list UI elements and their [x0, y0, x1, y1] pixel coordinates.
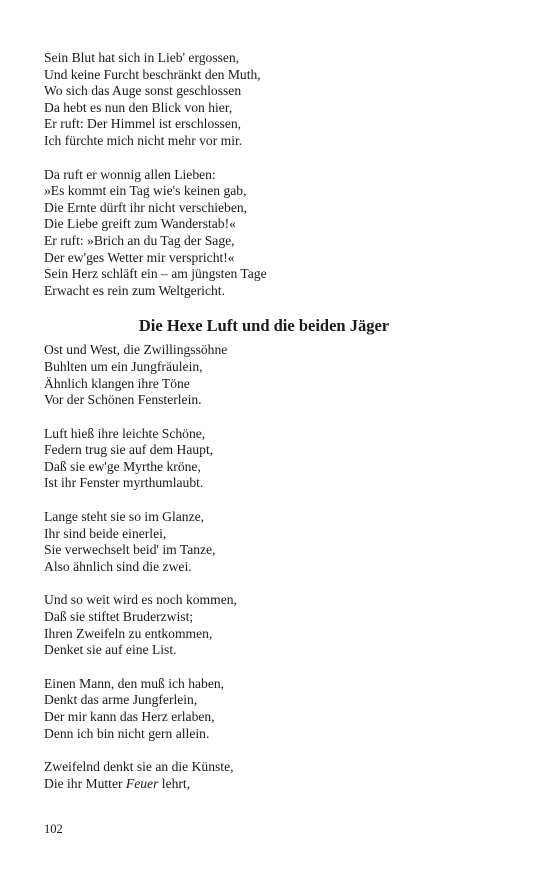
- verse-line: Der mir kann das Herz erlaben,: [44, 709, 215, 724]
- poem1-stanza-2: [44, 167, 504, 300]
- verse-line: Da hebt es nun den Blick von hier,: [44, 99, 233, 115]
- poem2-stanza-4: [44, 592, 504, 658]
- verse-line: Buhlten um ein Jungfräulein,: [44, 358, 203, 374]
- page-number: 102: [44, 822, 63, 836]
- verse-line: Die Liebe greift zum Wanderstab!«: [44, 216, 236, 232]
- poem2-stanza-2: [44, 426, 504, 492]
- verse-line: Luft hieß ihre leichte Schöne,: [44, 425, 206, 441]
- verse-text: Die ihr Mutter: [44, 775, 126, 791]
- verse-line: Sein Blut hat sich in Lieb' ergossen,: [44, 50, 240, 65]
- verse-line: Vor der Schönen Fensterlein.: [44, 392, 202, 408]
- verse-line: Und so weit wird es noch kommen,: [44, 592, 237, 608]
- verse-line: [44, 776, 504, 793]
- poem1-stanza-1: [44, 50, 504, 150]
- verse-line: Zweifelnd denkt sie an die Künste,: [44, 759, 234, 775]
- verse-line: Die Ernte dürft ihr nicht verschieben,: [44, 199, 248, 215]
- verse-line: Und keine Furcht beschränkt den Muth,: [44, 66, 261, 82]
- verse-line: Ist ihr Fenster myrthumlaubt.: [44, 475, 204, 491]
- verse-line: Ähnlich klangen ihre Töne: [44, 375, 190, 391]
- verse-line: Erwacht es rein zum Weltgericht.: [44, 282, 225, 298]
- page-body: [44, 50, 504, 809]
- verse-line: Denn ich bin nicht gern allein.: [44, 725, 210, 741]
- verse-line: Da ruft er wonnig allen Lieben:: [44, 166, 216, 182]
- verse-line: Sein Herz schläft ein – am jüngsten Tage: [44, 266, 267, 282]
- poem2-stanza-3: [44, 509, 504, 575]
- verse-line: Ihren Zweifeln zu entkommen,: [44, 625, 213, 641]
- verse-text: lehrt,: [158, 775, 191, 791]
- verse-line: Er ruft: Der Himmel ist erschlossen,: [44, 116, 242, 132]
- verse-line: Sie verwechselt beid' im Tanze,: [44, 542, 216, 558]
- verse-line: Denkt das arme Jungferlein,: [44, 692, 198, 708]
- poem2-stanza-6: [44, 759, 504, 792]
- verse-line: Einen Mann, den muß ich haben,: [44, 675, 225, 691]
- poem2-stanza-1: [44, 342, 504, 408]
- verse-line: »Es kommt ein Tag wie's keinen gab,: [44, 183, 247, 199]
- verse-line: Federn trug sie auf dem Haupt,: [44, 442, 214, 458]
- verse-line: Daß sie stiftet Bruderzwist;: [44, 609, 194, 625]
- verse-line: Ihr sind beide einerlei,: [44, 525, 167, 541]
- verse-line: Daß sie ew'ge Myrthe kröne,: [44, 458, 201, 474]
- verse-line: Also ähnlich sind die zwei.: [44, 558, 192, 574]
- verse-line: Lange steht sie so im Glanze,: [44, 509, 205, 525]
- poem2-stanza-5: [44, 676, 504, 742]
- verse-line: Ich fürchte mich nicht mehr vor mir.: [44, 132, 243, 148]
- italic-word: Feuer: [125, 775, 159, 791]
- verse-line: Denket sie auf eine List.: [44, 642, 177, 658]
- verse-line: Er ruft: »Brich an du Tag der Sage,: [44, 232, 235, 248]
- verse-line: Wo sich das Auge sonst geschlossen: [44, 83, 242, 99]
- verse-line: Der ew'ges Wetter mir verspricht!«: [44, 249, 235, 265]
- verse-line: Ost und West, die Zwillingssöhne: [44, 342, 228, 358]
- poem-title: Die Hexe Luft und die beiden Jäger: [138, 316, 390, 336]
